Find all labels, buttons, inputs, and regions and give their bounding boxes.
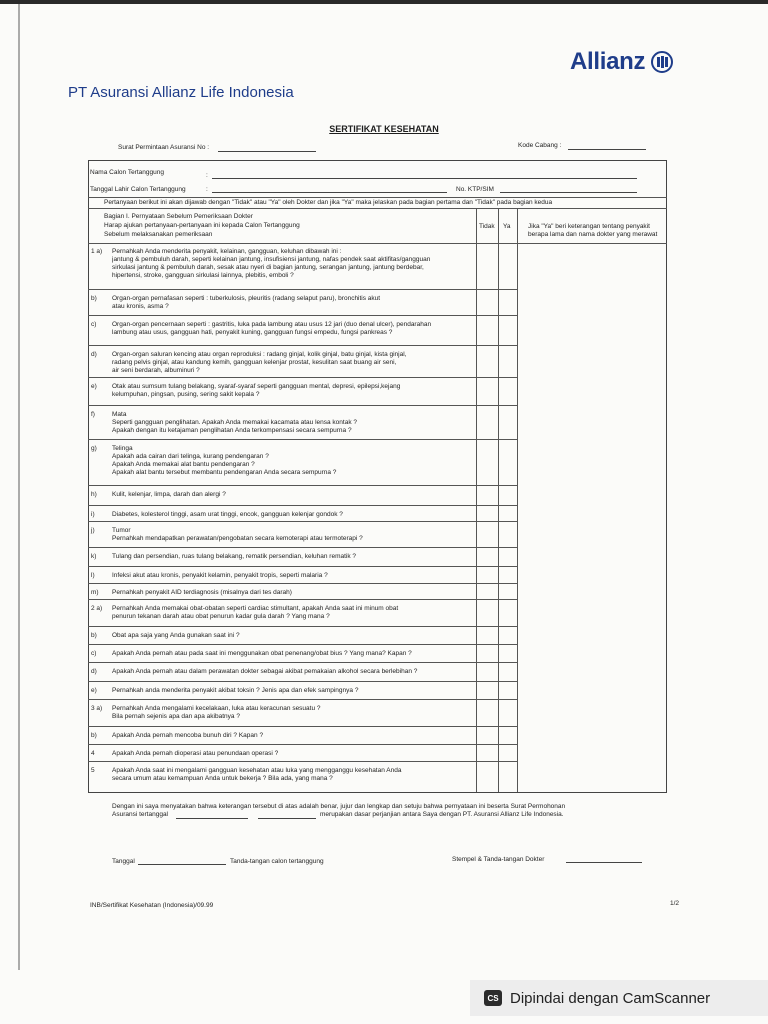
nama-label: Nama Calon Tertanggung xyxy=(90,169,164,176)
answer-tidak-cell[interactable] xyxy=(477,645,498,663)
question-text xyxy=(112,411,476,435)
question-row xyxy=(88,727,667,745)
question-row xyxy=(88,346,667,378)
answer-ya-cell[interactable] xyxy=(499,645,517,663)
answer-note-cell[interactable] xyxy=(518,406,666,440)
question-number: b) xyxy=(91,732,97,739)
col-header-note: Jika "Ya" beri keterangan tentang penyakit xyxy=(528,223,650,230)
declaration-date-field[interactable] xyxy=(176,818,248,819)
answer-tidak-cell[interactable] xyxy=(477,486,498,506)
answer-tidak-cell[interactable] xyxy=(477,627,498,645)
answer-ya-cell[interactable] xyxy=(499,745,517,762)
tanggal-lahir-field[interactable] xyxy=(212,192,447,193)
answer-ya-cell[interactable] xyxy=(499,762,517,792)
answer-note-cell[interactable] xyxy=(518,522,666,548)
question-number: e) xyxy=(91,383,97,390)
question-row xyxy=(88,567,667,584)
question-line: Apakah dengan itu ketajaman penglihatan Anda terkompensasi secara sempurna ? xyxy=(112,427,352,434)
answer-tidak-cell[interactable] xyxy=(477,290,498,316)
answer-note-cell[interactable] xyxy=(518,700,666,727)
brand-name: Allianz xyxy=(570,48,646,75)
answer-tidak-cell[interactable] xyxy=(477,243,498,290)
answer-note-cell[interactable] xyxy=(518,243,666,290)
answer-tidak-cell[interactable] xyxy=(477,522,498,548)
answer-ya-cell[interactable] xyxy=(499,567,517,584)
dokter-signature-label: Stempel & Tanda-tangan Dokter xyxy=(452,856,545,863)
question-row xyxy=(88,243,667,290)
answer-tidak-cell[interactable] xyxy=(477,548,498,567)
answer-note-cell[interactable] xyxy=(518,378,666,406)
question-text xyxy=(112,632,476,640)
answer-tidak-cell[interactable] xyxy=(477,378,498,406)
question-text xyxy=(112,767,476,783)
question-text xyxy=(112,295,476,311)
declaration-end: merupakan dasar perjanjian antara Saya dengan PT. Asuransi Allianz Life Indonesia. xyxy=(320,811,564,818)
part-instruction: Sebelum melaksanakan pemeriksaan xyxy=(104,231,213,238)
answer-note-cell[interactable] xyxy=(518,600,666,627)
answer-tidak-cell[interactable] xyxy=(477,700,498,727)
question-row xyxy=(88,600,667,627)
question-line: jantung & pembuluh darah, seperti kelainan jantung, insufisiensi jantung, nafas pendek saat aktifitas/gangguan xyxy=(112,256,431,263)
answer-note-cell[interactable] xyxy=(518,290,666,316)
scan-top-edge xyxy=(0,0,768,4)
question-number: b) xyxy=(91,295,97,302)
question-line: secara umum atau kemampuan Anda untuk bekerja ? Bila ada, yang mana ? xyxy=(112,775,333,782)
answer-note-cell[interactable] xyxy=(518,567,666,584)
answer-tidak-cell[interactable] xyxy=(477,727,498,745)
declaration-line: Dengan ini saya menyatakan bahwa keterangan tersebut di atas adalah benar, jujur dan lengkap dan setuju bahwa pernyataan ini beserta Surat Permohonan xyxy=(112,803,566,810)
col-header-ya: Ya xyxy=(503,223,511,230)
question-text xyxy=(112,351,476,375)
question-number: h) xyxy=(91,491,97,498)
page-number: 1/2 xyxy=(670,900,680,907)
question-row xyxy=(88,316,667,346)
answer-note-cell[interactable] xyxy=(518,663,666,682)
question-line: Pernahkah mendapatkan perawatan/pengobatan secara kemoterapi atau termoterapi ? xyxy=(112,535,363,542)
question-line: Infeksi akut atau kronis, penyakit kelamin, penyakit tropis, seperti malaria ? xyxy=(112,572,328,579)
answer-ya-cell[interactable] xyxy=(499,522,517,548)
question-row xyxy=(88,682,667,700)
answer-tidak-cell[interactable] xyxy=(477,346,498,378)
answer-ya-cell[interactable] xyxy=(499,506,517,522)
answer-ya-cell[interactable] xyxy=(499,663,517,682)
question-text xyxy=(112,321,476,337)
tanggal-label: Tanggal xyxy=(112,858,135,865)
question-line: Seperti gangguan penglihatan. Apakah Anda memakai kacamata atau lensa kontak ? xyxy=(112,419,358,426)
question-row xyxy=(88,762,667,792)
question-line: hipertensi, stroke, gangguan sirkulasi lainnya, plebitis, emboli ? xyxy=(112,272,294,279)
question-text xyxy=(112,687,476,695)
question-line: Tulang dan persendian, ruas tulang belakang, rematik persendian, keluhan rematik ? xyxy=(112,553,357,560)
answer-ya-cell[interactable] xyxy=(499,378,517,406)
question-number: 1 a) xyxy=(91,248,103,255)
question-line: Otak atau sumsum tulang belakang, syaraf-syaraf seperti gangguan mental, depresi, epilepsi,kejang xyxy=(112,383,401,390)
divider xyxy=(88,197,667,198)
question-text xyxy=(112,705,476,721)
question-text xyxy=(112,445,476,477)
answer-ya-cell[interactable] xyxy=(499,584,517,600)
answer-ya-cell[interactable] xyxy=(499,682,517,700)
answer-ya-cell[interactable] xyxy=(499,486,517,506)
question-number: i) xyxy=(91,511,95,518)
question-row xyxy=(88,548,667,567)
answer-note-cell[interactable] xyxy=(518,727,666,745)
question-text xyxy=(112,668,476,676)
question-row xyxy=(88,663,667,682)
question-text xyxy=(112,732,476,740)
question-line: Pernahkah penyakit AID terdiagnosis (misalnya dari tes darah) xyxy=(112,589,292,596)
question-line: Apakah alat bantu tersebut membantu pendengaran Anda secara sempurna ? xyxy=(112,469,337,476)
declaration-date-field[interactable] xyxy=(258,818,316,819)
answer-note-cell[interactable] xyxy=(518,762,666,792)
answer-note-cell[interactable] xyxy=(518,316,666,346)
question-text xyxy=(112,553,476,561)
declaration-asuransi: Asuransi tertanggal xyxy=(112,811,169,818)
question-number: d) xyxy=(91,668,97,675)
question-line: Organ-organ pernafasan seperti : tuberkulosis, pleuritis (radang selaput paru), bronchitis akut xyxy=(112,295,381,302)
spaj-field[interactable] xyxy=(218,151,316,152)
tanggal-field[interactable] xyxy=(138,864,226,865)
answer-ya-cell[interactable] xyxy=(499,700,517,727)
declaration-text xyxy=(112,803,657,819)
question-line: Pernahkah Anda memakai obat-obatan seperti cardiac stimultant, apakah Anda saat ini minum obat xyxy=(112,605,399,612)
answer-note-cell[interactable] xyxy=(518,584,666,600)
answer-tidak-cell[interactable] xyxy=(477,440,498,486)
question-line: Pernahkah Anda menderita penyakit, kelainan, gangguan, keluhan dibawah ini : xyxy=(112,248,342,255)
question-number: g) xyxy=(91,445,97,452)
col-header-note: berapa lama dan nama dokter yang merawat xyxy=(528,231,658,238)
answer-tidak-cell[interactable] xyxy=(477,584,498,600)
question-text xyxy=(112,589,476,597)
camscanner-label: Dipindai dengan CamScanner xyxy=(510,989,711,1007)
question-row xyxy=(88,406,667,440)
answer-tidak-cell[interactable] xyxy=(477,762,498,792)
question-line: Apakah Anda pernah atau dalam perawatan dokter sebagai akibat pemakaian alkohol secara berlebihan ? xyxy=(112,668,418,675)
question-text xyxy=(112,383,476,399)
question-line: Bila pernah sejenis apa dan apa akibatnya ? xyxy=(112,713,240,720)
instruction-text: Pertanyaan berikut ini akan dijawab dengan "Tidak" atau "Ya" oleh Dokter dan jika "Ya" maka jelaskan pada bagian pertama dan "Tidak" pada bagian kedua xyxy=(104,199,553,206)
answer-tidak-cell[interactable] xyxy=(477,406,498,440)
question-text xyxy=(112,527,476,543)
question-row xyxy=(88,290,667,316)
question-line: Apakah Anda pernah dioperasi atau penundaan operasi ? xyxy=(112,750,279,757)
question-line: Obat apa saja yang Anda gunakan saat ini ? xyxy=(112,632,240,639)
answer-note-cell[interactable] xyxy=(518,440,666,486)
question-number: e) xyxy=(91,687,97,694)
question-line: Apakah Anda memakai alat bantu pendengaran ? xyxy=(112,461,255,468)
question-row xyxy=(88,745,667,762)
spaj-label: Surat Permintaan Asuransi No : xyxy=(118,144,210,151)
answer-ya-cell[interactable] xyxy=(499,243,517,290)
answer-note-cell[interactable] xyxy=(518,506,666,522)
tanggal-lahir-label: Tanggal Lahir Calon Tertanggung xyxy=(90,186,186,193)
camscanner-logo-icon: CS xyxy=(484,990,502,1006)
question-line: Tumor xyxy=(112,527,131,534)
divider xyxy=(88,208,667,209)
question-number: 3 a) xyxy=(91,705,103,712)
question-line: lambung atau usus, gangguan hati, penyakit kuning, gangguan fungsi empedu, fungsi pankreas ? xyxy=(112,329,393,336)
answer-ya-cell[interactable] xyxy=(499,600,517,627)
answer-tidak-cell[interactable] xyxy=(477,506,498,522)
nama-colon: : xyxy=(206,172,208,179)
answer-ya-cell[interactable] xyxy=(499,316,517,346)
part-instruction: Harap ajukan pertanyaan-pertanyaan ini kepada Calon Tertanggung xyxy=(104,222,300,229)
question-row xyxy=(88,378,667,406)
question-number: 4 xyxy=(91,750,95,757)
question-number: c) xyxy=(91,321,97,328)
dokter-signature-field[interactable] xyxy=(566,862,642,863)
question-line: Telinga xyxy=(112,445,133,452)
answer-note-cell[interactable] xyxy=(518,548,666,567)
question-line: penurun tekanan darah atau obat penurun kadar gula darah ? Yang mana ? xyxy=(112,613,330,620)
answer-tidak-cell[interactable] xyxy=(477,316,498,346)
answer-ya-cell[interactable] xyxy=(499,346,517,378)
question-row xyxy=(88,486,667,506)
answer-ya-cell[interactable] xyxy=(499,406,517,440)
question-line: atau kronis, asma ? xyxy=(112,303,169,310)
answer-ya-cell[interactable] xyxy=(499,290,517,316)
question-number: 5 xyxy=(91,767,95,774)
question-line: sirkulasi jantung & pembuluh darah, sesak atau nyeri di bagian jantung, serangan jantung, jantung berdebar, xyxy=(112,264,424,271)
question-text xyxy=(112,750,476,758)
allianz-eagle-icon xyxy=(651,51,673,73)
camscanner-watermark xyxy=(470,980,768,1016)
question-line: Organ-organ pencernaan seperti : gastritis, luka pada lambung atau usus 12 jari (duo denal ulcer), pendarahan xyxy=(112,321,432,328)
allianz-logo xyxy=(570,48,673,76)
question-text xyxy=(112,572,476,580)
question-line: Pernahkah anda menderita penyakit akibat toksin ? Jenis apa dan efek sampingnya ? xyxy=(112,687,359,694)
col-header-tidak: Tidak xyxy=(479,223,495,230)
question-number: b) xyxy=(91,632,97,639)
answer-note-cell[interactable] xyxy=(518,627,666,645)
scan-left-edge xyxy=(18,4,20,970)
question-number: d) xyxy=(91,351,97,358)
answer-ya-cell[interactable] xyxy=(499,548,517,567)
question-text xyxy=(112,491,476,499)
answer-tidak-cell[interactable] xyxy=(477,745,498,762)
question-number: f) xyxy=(91,411,95,418)
question-line: Diabetes, kolesterol tinggi, asam urat tinggi, encok, gangguan kelenjar gondok ? xyxy=(112,511,343,518)
answer-note-cell[interactable] xyxy=(518,486,666,506)
question-number: 2 a) xyxy=(91,605,103,612)
question-text xyxy=(112,511,476,519)
answer-note-cell[interactable] xyxy=(518,745,666,762)
declaration-line xyxy=(112,811,657,819)
part-title: Bagian I. Pernyataan Sebelum Pemeriksaan Dokter xyxy=(104,213,253,220)
answer-tidak-cell[interactable] xyxy=(477,567,498,584)
answer-ya-cell[interactable] xyxy=(499,440,517,486)
question-number: k) xyxy=(91,553,97,560)
question-line: Apakah Anda pernah atau pada saat ini menggunakan obat penenang/obat bius ? Yang mana? Kapan ? xyxy=(112,650,412,657)
kode-cabang-field[interactable] xyxy=(568,149,646,150)
company-name: PT Asuransi Allianz Life Indonesia xyxy=(68,84,294,101)
question-line: Organ-organ saluran kencing atau organ reproduksi : radang ginjal, kolik ginjal, batu ginjal, kista ginjal, xyxy=(112,351,407,358)
answer-note-cell[interactable] xyxy=(518,645,666,663)
question-row xyxy=(88,440,667,486)
question-row xyxy=(88,700,667,727)
question-number: m) xyxy=(91,589,99,596)
ktp-label: No. KTP/SIM xyxy=(456,186,494,193)
question-row xyxy=(88,506,667,522)
question-row xyxy=(88,627,667,645)
answer-note-cell[interactable] xyxy=(518,346,666,378)
question-row xyxy=(88,522,667,548)
question-line: Apakah Anda saat ini mengalami gangguan kesehatan atau luka yang mengganggu kesehatan Anda xyxy=(112,767,402,774)
question-line: air seni berdarah, albuminuri ? xyxy=(112,367,200,374)
nama-field[interactable] xyxy=(212,178,637,179)
question-line: Pernahkah Anda mengalami kecelakaan, luka atau keracunan sesuatu ? xyxy=(112,705,321,712)
question-number: j) xyxy=(91,527,95,534)
answer-note-cell[interactable] xyxy=(518,682,666,700)
question-row xyxy=(88,645,667,663)
answer-tidak-cell[interactable] xyxy=(477,600,498,627)
ktp-field[interactable] xyxy=(500,192,637,193)
answer-ya-cell[interactable] xyxy=(499,627,517,645)
question-line: Kulit, kelenjar, limpa, darah dan alergi ? xyxy=(112,491,226,498)
question-text xyxy=(112,248,476,280)
question-number: c) xyxy=(91,650,97,657)
question-line: Mata xyxy=(112,411,127,418)
answer-tidak-cell[interactable] xyxy=(477,663,498,682)
question-text xyxy=(112,605,476,621)
tanggal-lahir-colon: : xyxy=(206,186,208,193)
question-line: kelumpuhan, pingsan, pusing, sering sakit kepala ? xyxy=(112,391,260,398)
question-text xyxy=(112,650,476,658)
question-line: Apakah ada cairan dari telinga, kurang pendengaran ? xyxy=(112,453,269,460)
kode-cabang-label: Kode Cabang : xyxy=(518,142,562,149)
form-code: INB/Sertifikat Kesehatan (Indonesia)/09.99 xyxy=(90,902,214,909)
answer-tidak-cell[interactable] xyxy=(477,682,498,700)
question-row xyxy=(88,584,667,600)
question-line: radang pelvis ginjal, atau kandung kemih, gangguan kelenjar prostat, kesulitan saat buang air seni, xyxy=(112,359,397,366)
question-number: l) xyxy=(91,572,95,579)
question-line: Apakah Anda pernah mencoba bunuh diri ? Kapan ? xyxy=(112,732,264,739)
document-title: SERTIFIKAT KESEHATAN xyxy=(329,124,439,134)
answer-ya-cell[interactable] xyxy=(499,727,517,745)
calon-signature-label: Tanda-tangan calon tertanggung xyxy=(230,858,324,865)
